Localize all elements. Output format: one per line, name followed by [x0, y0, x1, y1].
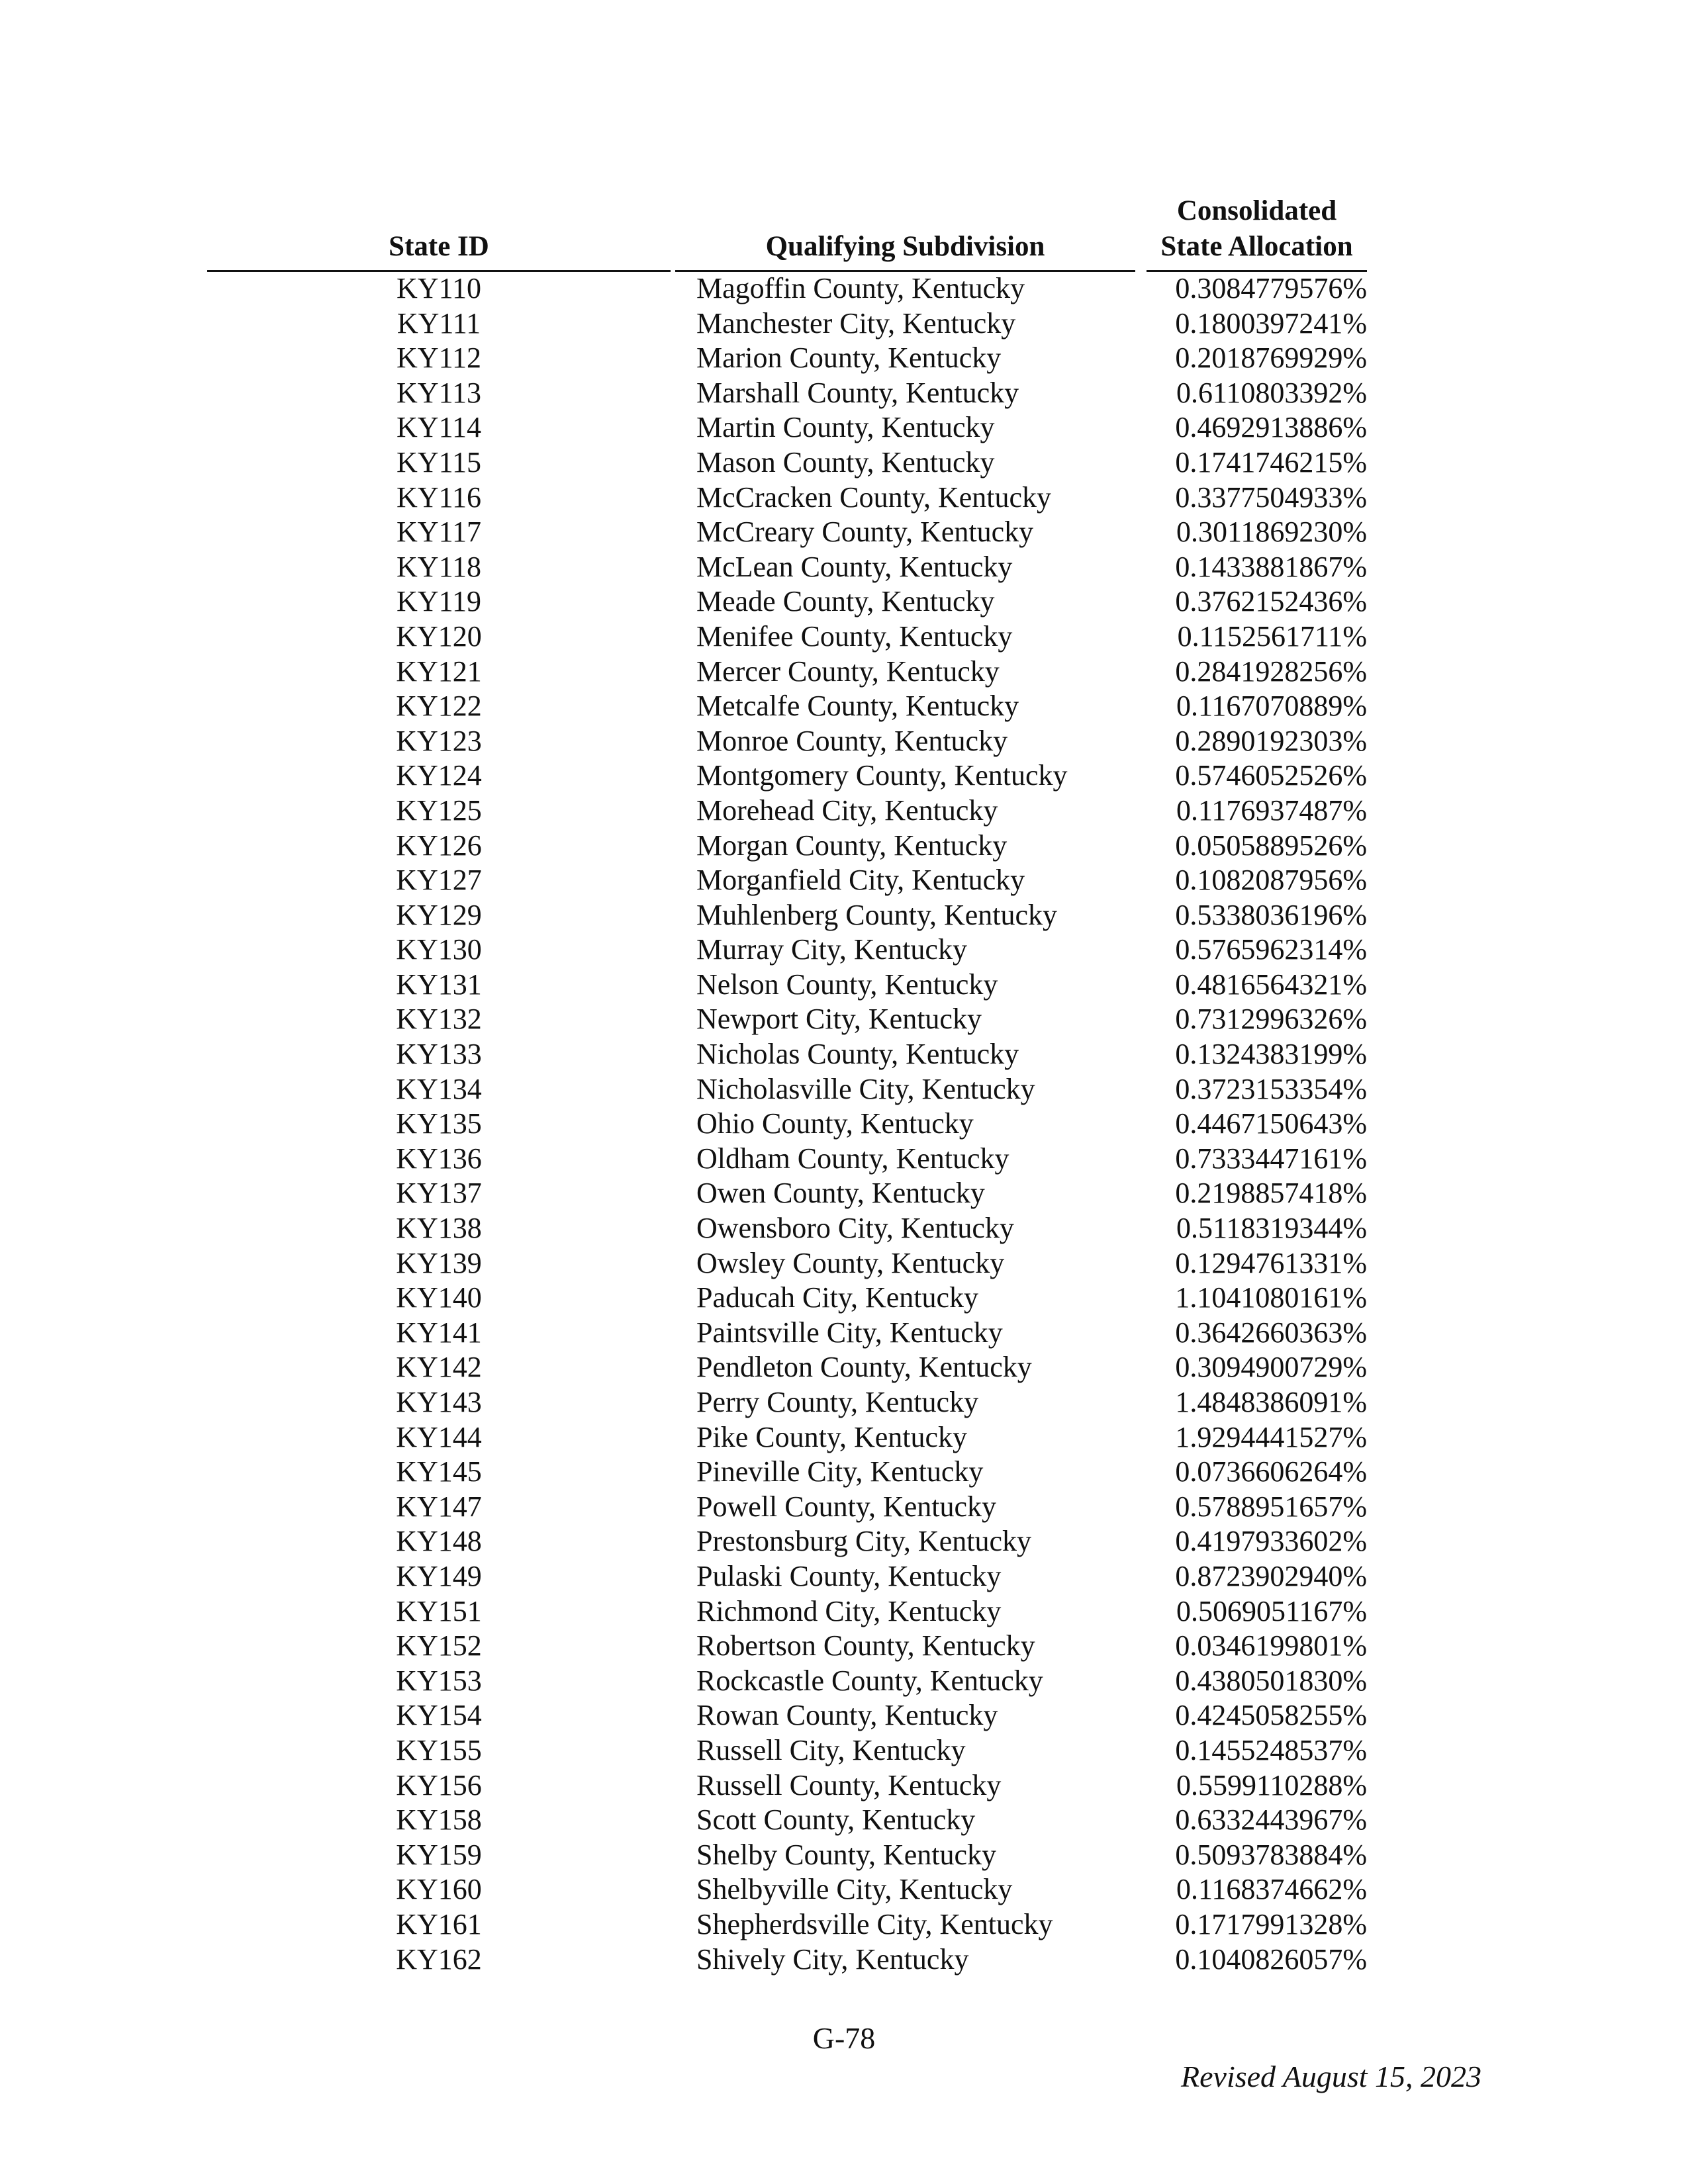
state-id-cell: KY115 — [397, 445, 481, 478]
state-id-cell: KY142 — [396, 1351, 482, 1384]
header-consolidated-state-allocation — [1147, 193, 1367, 265]
table-row — [0, 1281, 1688, 1316]
state-id-cell: KY156 — [396, 1768, 482, 1801]
state-id-cell: KY127 — [396, 864, 482, 897]
subdivision-cell: Shelbyville City, Kentucky — [696, 1873, 1013, 1906]
subdivision-cell: Shively City, Kentucky — [696, 1942, 969, 1976]
allocation-cell: 0.5118319344% — [1176, 1212, 1367, 1245]
table-row — [0, 550, 1688, 585]
header-allocation-line1: Consolidated — [1176, 195, 1337, 226]
state-id-cell: KY121 — [396, 655, 482, 688]
subdivision-cell: Magoffin County, Kentucky — [696, 272, 1025, 304]
state-id-cell: KY111 — [397, 306, 481, 340]
allocation-cell: 0.3762152436% — [1175, 585, 1367, 618]
state-id-cell: KY153 — [396, 1664, 482, 1697]
table-row — [0, 1838, 1688, 1873]
allocation-cell: 0.1168374662% — [1176, 1873, 1367, 1906]
subdivision-cell: Metcalfe County, Kentucky — [696, 690, 1019, 723]
table-row — [0, 1385, 1688, 1420]
state-id-cell: KY160 — [396, 1873, 482, 1906]
table-row — [0, 1664, 1688, 1699]
table-row — [0, 1455, 1688, 1490]
state-id-cell: KY144 — [396, 1420, 482, 1453]
table-row — [0, 480, 1688, 516]
state-id-cell: KY148 — [396, 1525, 482, 1558]
subdivision-cell: Newport City, Kentucky — [696, 1003, 982, 1036]
state-id-cell: KY139 — [396, 1246, 482, 1279]
state-id-cell: KY113 — [397, 376, 481, 409]
subdivision-cell: Pike County, Kentucky — [696, 1420, 967, 1453]
state-id-cell: KY162 — [396, 1942, 482, 1976]
table-row — [0, 1872, 1688, 1907]
subdivision-cell: Paintsville City, Kentucky — [696, 1316, 1003, 1349]
state-id-cell: KY137 — [396, 1177, 482, 1210]
allocation-cell: 1.9294441527% — [1175, 1420, 1367, 1453]
state-id-cell: KY135 — [396, 1107, 482, 1140]
allocation-cell: 0.1741746215% — [1175, 445, 1367, 478]
allocation-cell: 0.3723153354% — [1175, 1072, 1367, 1105]
subdivision-cell: Mercer County, Kentucky — [696, 655, 1000, 688]
table-row — [0, 1803, 1688, 1838]
table-row — [0, 689, 1688, 724]
allocation-cell: 0.3377504933% — [1175, 480, 1367, 514]
state-id-cell: KY119 — [397, 585, 481, 618]
table-row — [0, 445, 1688, 480]
allocation-cell: 0.1040826057% — [1175, 1942, 1367, 1976]
subdivision-cell: Pineville City, Kentucky — [696, 1455, 984, 1488]
allocation-cell: 0.2890192303% — [1175, 724, 1367, 757]
subdivision-cell: Mason County, Kentucky — [696, 445, 995, 478]
table-row — [0, 655, 1688, 690]
table-row — [0, 1211, 1688, 1246]
state-id-cell: KY134 — [396, 1072, 482, 1105]
subdivision-cell: Pulaski County, Kentucky — [696, 1559, 1002, 1592]
page-number: G-78 — [812, 2021, 876, 2055]
table-row — [0, 1420, 1688, 1455]
state-id-cell: KY122 — [396, 690, 482, 723]
subdivision-cell: Oldham County, Kentucky — [696, 1142, 1009, 1175]
table-row — [0, 829, 1688, 864]
allocation-cell: 0.2198857418% — [1175, 1177, 1367, 1210]
state-id-cell: KY129 — [396, 898, 482, 931]
state-id-cell: KY130 — [396, 933, 482, 966]
subdivision-cell: Muhlenberg County, Kentucky — [696, 898, 1058, 931]
allocation-cell: 0.4467150643% — [1175, 1107, 1367, 1140]
subdivision-cell: Shepherdsville City, Kentucky — [696, 1907, 1053, 1940]
subdivision-cell: Meade County, Kentucky — [696, 585, 995, 618]
subdivision-cell: Scott County, Kentucky — [696, 1803, 976, 1837]
state-id-cell: KY149 — [396, 1559, 482, 1592]
table-row — [0, 1142, 1688, 1177]
allocation-cell: 1.4848386091% — [1175, 1386, 1367, 1418]
table-row — [0, 794, 1688, 829]
state-id-cell: KY141 — [396, 1316, 482, 1349]
state-id-cell: KY155 — [396, 1733, 482, 1766]
state-id-cell: KY143 — [396, 1386, 482, 1418]
subdivision-cell: McCreary County, Kentucky — [696, 516, 1034, 549]
header-qualifying-subdivision: Qualifying Subdivision — [765, 231, 1045, 262]
subdivision-cell: Shelby County, Kentucky — [696, 1838, 996, 1871]
allocation-cell: 0.4816564321% — [1175, 968, 1367, 1001]
table-header — [0, 192, 1688, 278]
subdivision-cell: Rowan County, Kentucky — [696, 1699, 998, 1732]
subdivision-cell: Perry County, Kentucky — [696, 1386, 979, 1418]
state-id-cell: KY131 — [396, 968, 482, 1001]
header-state-id: State ID — [389, 231, 489, 262]
state-id-cell: KY161 — [396, 1907, 482, 1940]
table-row — [0, 1907, 1688, 1942]
subdivision-cell: Powell County, Kentucky — [696, 1490, 996, 1523]
table-row — [0, 1176, 1688, 1211]
subdivision-cell: Morganfield City, Kentucky — [696, 864, 1025, 897]
allocation-cell: 0.1455248537% — [1175, 1733, 1367, 1766]
allocation-cell: 0.3084779576% — [1175, 272, 1367, 304]
state-id-cell: KY124 — [396, 759, 482, 792]
allocation-cell: 0.5599110288% — [1176, 1768, 1367, 1801]
allocation-cell: 0.5788951657% — [1175, 1490, 1367, 1523]
table-row — [0, 1316, 1688, 1351]
state-id-cell: KY138 — [396, 1212, 482, 1245]
subdivision-cell: Russell County, Kentucky — [696, 1768, 1002, 1801]
table-row — [0, 1246, 1688, 1281]
state-id-cell: KY145 — [396, 1455, 482, 1488]
subdivision-cell: Marshall County, Kentucky — [696, 376, 1019, 409]
allocation-cell: 0.4380501830% — [1175, 1664, 1367, 1697]
subdivision-cell: Marion County, Kentucky — [696, 341, 1002, 375]
allocation-cell: 0.5765962314% — [1175, 933, 1367, 966]
allocation-cell: 0.4692913886% — [1175, 411, 1367, 444]
state-id-cell: KY136 — [396, 1142, 482, 1175]
allocation-cell: 0.2018769929% — [1175, 341, 1367, 375]
allocation-cell: 0.1167070889% — [1176, 690, 1367, 723]
table-row — [0, 898, 1688, 933]
table-row — [0, 724, 1688, 759]
allocation-cell: 0.5746052526% — [1175, 759, 1367, 792]
allocation-cell: 1.1041080161% — [1175, 1281, 1367, 1314]
allocation-cell: 0.0736606264% — [1175, 1455, 1367, 1488]
subdivision-cell: Martin County, Kentucky — [696, 411, 995, 444]
table-row — [0, 1733, 1688, 1768]
subdivision-cell: Russell City, Kentucky — [696, 1733, 966, 1766]
subdivision-cell: Paducah City, Kentucky — [696, 1281, 979, 1314]
subdivision-cell: Morehead City, Kentucky — [696, 794, 998, 827]
allocation-cell: 0.3011869230% — [1176, 516, 1367, 549]
subdivision-cell: Morgan County, Kentucky — [696, 829, 1008, 862]
table-row — [0, 863, 1688, 898]
allocation-cell: 0.1152561711% — [1177, 619, 1367, 653]
subdivision-cell: Robertson County, Kentucky — [696, 1629, 1035, 1662]
state-id-cell: KY114 — [397, 411, 481, 444]
allocation-cell: 0.5338036196% — [1175, 898, 1367, 931]
state-id-cell: KY140 — [396, 1281, 482, 1314]
table-row — [0, 515, 1688, 550]
table-row — [0, 933, 1688, 968]
subdivision-cell: Richmond City, Kentucky — [696, 1594, 1002, 1627]
state-id-cell: KY117 — [397, 516, 481, 549]
state-id-cell: KY154 — [396, 1699, 482, 1732]
subdivision-cell: Montgomery County, Kentucky — [696, 759, 1068, 792]
allocation-cell: 0.1433881867% — [1175, 550, 1367, 583]
subdivision-cell: Nicholasville City, Kentucky — [696, 1072, 1035, 1105]
state-id-cell: KY152 — [396, 1629, 482, 1662]
table-row — [0, 1072, 1688, 1107]
allocation-cell: 0.1176937487% — [1176, 794, 1367, 827]
allocation-cell: 0.6110803392% — [1176, 376, 1367, 409]
subdivision-cell: McCracken County, Kentucky — [696, 480, 1052, 514]
table-row — [0, 1107, 1688, 1142]
allocation-cell: 0.7333447161% — [1175, 1142, 1367, 1175]
allocation-cell: 0.4245058255% — [1175, 1699, 1367, 1732]
state-id-cell: KY126 — [396, 829, 482, 862]
state-id-cell: KY125 — [396, 794, 482, 827]
state-id-cell: KY116 — [397, 480, 481, 514]
allocation-cell: 0.5069051167% — [1176, 1594, 1367, 1627]
subdivision-cell: Owen County, Kentucky — [696, 1177, 985, 1210]
table-row — [0, 376, 1688, 411]
allocation-cell: 0.1294761331% — [1175, 1246, 1367, 1279]
allocation-cell: 0.7312996326% — [1175, 1003, 1367, 1036]
subdivision-cell: Ohio County, Kentucky — [696, 1107, 974, 1140]
state-id-cell: KY110 — [397, 272, 481, 304]
state-id-cell: KY133 — [396, 1038, 482, 1071]
allocation-cell: 0.1082087956% — [1175, 864, 1367, 897]
table-row — [0, 1594, 1688, 1629]
table-row — [0, 1350, 1688, 1385]
table-row — [0, 306, 1688, 341]
table-row — [0, 1629, 1688, 1664]
state-id-cell: KY159 — [396, 1838, 482, 1871]
table-row — [0, 271, 1688, 306]
subdivision-cell: Murray City, Kentucky — [696, 933, 967, 966]
state-id-cell: KY158 — [396, 1803, 482, 1837]
table-row — [0, 1037, 1688, 1072]
subdivision-cell: Owensboro City, Kentucky — [696, 1212, 1014, 1245]
revision-date: Revised August 15, 2023 — [1181, 2060, 1481, 2093]
subdivision-cell: Rockcastle County, Kentucky — [696, 1664, 1043, 1697]
allocation-cell: 0.1717991328% — [1175, 1907, 1367, 1940]
subdivision-cell: Owsley County, Kentucky — [696, 1246, 1005, 1279]
table-row — [0, 410, 1688, 445]
table-row — [0, 1002, 1688, 1037]
state-id-cell: KY132 — [396, 1003, 482, 1036]
table-row — [0, 1559, 1688, 1594]
subdivision-cell: Monroe County, Kentucky — [696, 724, 1008, 757]
allocation-cell: 0.6332443967% — [1175, 1803, 1367, 1837]
state-id-cell: KY112 — [397, 341, 481, 375]
allocation-cell: 0.3094900729% — [1175, 1351, 1367, 1384]
subdivision-cell: Prestonsburg City, Kentucky — [696, 1525, 1031, 1558]
state-id-cell: KY118 — [397, 550, 481, 583]
allocation-cell: 0.0505889526% — [1175, 829, 1367, 862]
subdivision-cell: Nicholas County, Kentucky — [696, 1038, 1019, 1071]
state-id-cell: KY123 — [396, 724, 482, 757]
allocation-cell: 0.1324383199% — [1175, 1038, 1367, 1071]
table-row — [0, 1490, 1688, 1525]
allocation-cell: 0.1800397241% — [1175, 306, 1367, 340]
subdivision-cell: Nelson County, Kentucky — [696, 968, 998, 1001]
allocation-cell: 0.4197933602% — [1175, 1525, 1367, 1558]
subdivision-cell: Pendleton County, Kentucky — [696, 1351, 1032, 1384]
table-row — [0, 1768, 1688, 1803]
table-body — [0, 271, 1688, 1977]
state-id-cell: KY147 — [396, 1490, 482, 1523]
table-row — [0, 968, 1688, 1003]
subdivision-cell: Manchester City, Kentucky — [696, 306, 1016, 340]
header-allocation-line2: State Allocation — [1160, 231, 1353, 262]
table-row — [0, 584, 1688, 619]
allocation-cell: 0.8723902940% — [1175, 1559, 1367, 1592]
table-row — [0, 758, 1688, 794]
state-id-cell: KY151 — [396, 1594, 482, 1627]
allocation-cell: 0.5093783884% — [1175, 1838, 1367, 1871]
subdivision-cell: McLean County, Kentucky — [696, 550, 1013, 583]
table-row — [0, 619, 1688, 655]
allocation-cell: 0.2841928256% — [1175, 655, 1367, 688]
table-row — [0, 1942, 1688, 1978]
table-row — [0, 1698, 1688, 1733]
state-id-cell: KY120 — [396, 619, 482, 653]
table-row — [0, 1524, 1688, 1559]
allocation-cell: 0.0346199801% — [1175, 1629, 1367, 1662]
table-row — [0, 341, 1688, 376]
subdivision-cell: Menifee County, Kentucky — [696, 619, 1013, 653]
allocation-cell: 0.3642660363% — [1175, 1316, 1367, 1349]
